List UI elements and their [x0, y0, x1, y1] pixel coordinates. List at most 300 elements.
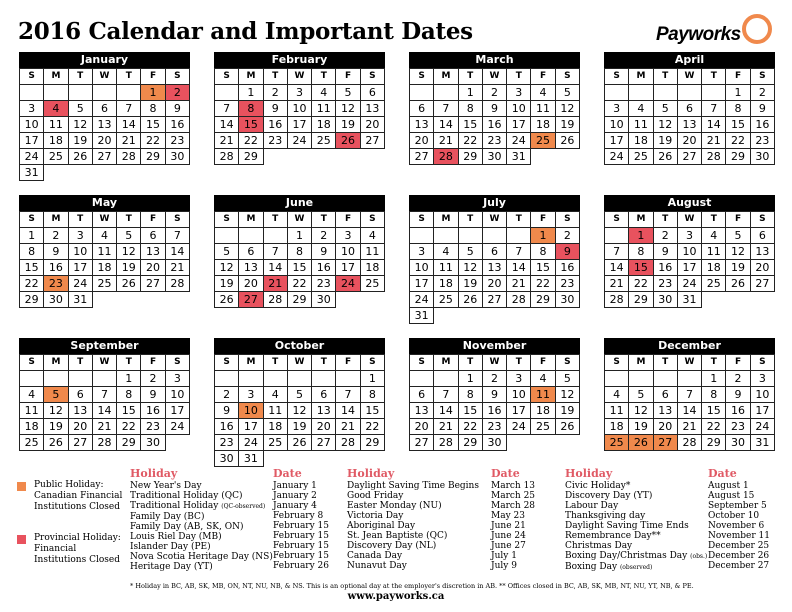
day-of-week-header: T: [263, 212, 287, 228]
holiday-name-text: Canada Day: [347, 551, 403, 561]
day-cell: 3: [239, 387, 263, 403]
day-cell: 10: [336, 244, 360, 260]
day-cell: 1: [458, 85, 482, 101]
empty-day-cell: [434, 85, 458, 101]
empty-day-cell: [20, 371, 44, 387]
day-of-week-header: T: [458, 69, 482, 85]
day-of-week-header: M: [44, 355, 68, 371]
day-cell: 11: [531, 101, 555, 117]
day-cell: 22: [20, 276, 44, 292]
day-cell: 20: [410, 419, 434, 435]
day-cell: 3: [410, 244, 434, 260]
day-cell: 5: [68, 101, 92, 117]
day-cell: 15: [629, 260, 653, 276]
holiday-name: [130, 501, 273, 512]
day-cell: 15: [287, 260, 311, 276]
day-of-week-header: S: [20, 212, 44, 228]
day-of-week-header: T: [653, 212, 677, 228]
day-cell: 10: [287, 101, 311, 117]
day-cell: 25: [44, 149, 68, 165]
month-title: October: [214, 338, 385, 354]
day-cell: 20: [750, 260, 774, 276]
holiday-header: Holiday: [347, 467, 395, 480]
day-cell: 17: [336, 260, 360, 276]
day-cell: 16: [555, 260, 579, 276]
day-cell: 27: [653, 435, 677, 451]
day-cell: 25: [605, 435, 629, 451]
day-cell: 17: [750, 403, 774, 419]
day-cell: 29: [117, 435, 141, 451]
day-cell: 14: [92, 403, 116, 419]
holiday-dates-col3: [708, 467, 770, 571]
day-cell: 23: [263, 133, 287, 149]
day-cell: 30: [555, 292, 579, 308]
holiday-name: [347, 511, 479, 521]
empty-day-cell: [44, 371, 68, 387]
day-of-week-header: T: [702, 212, 726, 228]
day-of-week-header: F: [726, 212, 750, 228]
day-cell: 11: [702, 244, 726, 260]
day-cell: 28: [702, 149, 726, 165]
day-cell: 21: [677, 419, 701, 435]
holiday-name-text: New Year's Day: [130, 481, 202, 491]
legend-public-line1: Public Holiday:: [34, 480, 104, 490]
day-cell: 30: [750, 149, 774, 165]
holiday-name-text: Family Day (AB, SK, ON): [130, 522, 244, 532]
day-cell: 13: [239, 260, 263, 276]
day-cell: 13: [360, 101, 384, 117]
day-of-week-header: S: [605, 69, 629, 85]
day-of-week-header: F: [726, 69, 750, 85]
day-cell: 4: [20, 387, 44, 403]
day-of-week-header: T: [702, 355, 726, 371]
holiday-date: February 15: [273, 521, 330, 531]
day-cell: 26: [629, 435, 653, 451]
holiday-name-text: Boxing Day: [565, 562, 618, 572]
day-cell: 6: [750, 228, 774, 244]
day-of-week-header: T: [507, 355, 531, 371]
day-cell: 6: [68, 387, 92, 403]
holiday-header: Holiday: [565, 467, 613, 480]
holiday-name-text: Family Day (BC): [130, 512, 205, 522]
day-cell: 5: [117, 228, 141, 244]
holiday-date: October 10: [708, 511, 760, 521]
day-cell: 26: [555, 419, 579, 435]
day-cell: 27: [677, 149, 701, 165]
day-cell: 29: [360, 435, 384, 451]
month-august: [604, 195, 775, 308]
holiday-date: December 25: [708, 541, 770, 551]
holiday-date: September 5: [708, 501, 767, 511]
day-cell: 1: [20, 228, 44, 244]
day-cell: 20: [312, 419, 336, 435]
day-cell: 19: [336, 117, 360, 133]
holiday-name: [565, 511, 707, 521]
day-cell: 23: [44, 276, 68, 292]
holiday-name-text: Discovery Day (NL): [347, 541, 437, 551]
day-cell: 24: [165, 419, 189, 435]
holiday-name-text: Civic Holiday*: [565, 481, 631, 491]
day-cell: 5: [44, 387, 68, 403]
holiday-name: [347, 521, 479, 531]
date-header: Date: [491, 467, 520, 480]
holiday-name-text: Daylight Saving Time Ends: [565, 521, 689, 531]
day-cell: 28: [215, 149, 239, 165]
day-cell: 30: [312, 292, 336, 308]
day-cell: 7: [434, 101, 458, 117]
logo-ring-icon: [742, 14, 772, 44]
holiday-name: [130, 542, 273, 552]
day-of-week-header: M: [239, 355, 263, 371]
holiday-name-text: Traditional Holiday (QC): [130, 491, 243, 501]
page-title: 2016 Calendar and Important Dates: [18, 18, 473, 45]
day-cell: 12: [336, 101, 360, 117]
day-cell: 6: [360, 85, 384, 101]
day-of-week-header: W: [677, 69, 701, 85]
holiday-note: (observed): [619, 564, 653, 571]
empty-day-cell: [312, 371, 336, 387]
day-cell: 19: [629, 419, 653, 435]
day-cell: 2: [653, 228, 677, 244]
day-cell: 26: [68, 149, 92, 165]
day-cell: 4: [531, 85, 555, 101]
day-cell: 7: [702, 101, 726, 117]
day-cell: 8: [141, 101, 165, 117]
empty-day-cell: [263, 228, 287, 244]
day-cell: 27: [239, 292, 263, 308]
day-cell: 20: [410, 133, 434, 149]
day-cell: 1: [458, 371, 482, 387]
day-cell: 23: [750, 133, 774, 149]
day-of-week-header: T: [68, 355, 92, 371]
day-cell: 24: [68, 276, 92, 292]
month-title: November: [409, 338, 580, 354]
day-cell: 25: [92, 276, 116, 292]
holiday-date: February 15: [273, 531, 330, 541]
day-cell: 11: [360, 244, 384, 260]
holiday-date: June 27: [491, 541, 526, 551]
holiday-name-text: Good Friday: [347, 491, 404, 501]
day-cell: 12: [215, 260, 239, 276]
holiday-name: [565, 541, 707, 551]
day-cell: 28: [263, 292, 287, 308]
holiday-date: November 6: [708, 521, 765, 531]
day-cell: 30: [165, 149, 189, 165]
day-cell: 2: [141, 371, 165, 387]
day-cell: 11: [92, 244, 116, 260]
day-cell: 23: [555, 276, 579, 292]
day-cell: 11: [20, 403, 44, 419]
day-cell: 14: [165, 244, 189, 260]
day-cell: 26: [726, 276, 750, 292]
day-of-week-header: S: [605, 212, 629, 228]
day-of-week-header: T: [507, 212, 531, 228]
day-of-week-header: W: [287, 355, 311, 371]
day-cell: 15: [20, 260, 44, 276]
holiday-date: December 27: [708, 561, 770, 571]
day-cell: 9: [215, 403, 239, 419]
holiday-names-col1: [130, 467, 273, 572]
day-cell: 16: [215, 419, 239, 435]
day-of-week-header: S: [165, 355, 189, 371]
holiday-date: July 1: [491, 551, 517, 561]
day-cell: 1: [360, 371, 384, 387]
day-of-week-header: M: [629, 212, 653, 228]
holiday-name-text: St. Jean Baptiste (QC): [347, 531, 448, 541]
empty-day-cell: [117, 85, 141, 101]
day-of-week-header: S: [360, 69, 384, 85]
day-cell: 29: [458, 435, 482, 451]
day-cell: 5: [287, 387, 311, 403]
day-cell: 13: [482, 260, 506, 276]
day-cell: 3: [165, 371, 189, 387]
day-cell: 12: [287, 403, 311, 419]
day-cell: 16: [165, 117, 189, 133]
holiday-name-text: Easter Monday (NU): [347, 501, 442, 511]
day-cell: 12: [117, 244, 141, 260]
empty-day-cell: [68, 85, 92, 101]
holiday-date: June 21: [491, 521, 526, 531]
day-cell: 6: [239, 244, 263, 260]
date-header: Date: [273, 467, 302, 480]
day-cell: 10: [239, 403, 263, 419]
day-cell: 16: [482, 117, 506, 133]
day-of-week-header: T: [458, 355, 482, 371]
day-cell: 10: [605, 117, 629, 133]
day-cell: 5: [215, 244, 239, 260]
day-of-week-header: M: [629, 69, 653, 85]
day-cell: 4: [92, 228, 116, 244]
day-of-week-header: F: [531, 212, 555, 228]
day-cell: 22: [117, 419, 141, 435]
day-cell: 24: [287, 133, 311, 149]
empty-day-cell: [336, 371, 360, 387]
holiday-note: (QC-observed): [221, 503, 266, 510]
empty-day-cell: [507, 228, 531, 244]
holiday-name: [347, 561, 479, 571]
holiday-date: June 24: [491, 531, 526, 541]
holiday-name: [565, 491, 707, 501]
day-of-week-header: T: [263, 355, 287, 371]
day-of-week-header: T: [68, 69, 92, 85]
day-cell: 4: [605, 387, 629, 403]
day-cell: 10: [68, 244, 92, 260]
day-of-week-header: T: [117, 355, 141, 371]
day-cell: 27: [750, 276, 774, 292]
day-cell: 18: [44, 133, 68, 149]
day-cell: 16: [263, 117, 287, 133]
day-cell: 18: [92, 260, 116, 276]
day-of-week-header: S: [360, 355, 384, 371]
day-cell: 24: [507, 419, 531, 435]
empty-day-cell: [434, 228, 458, 244]
day-cell: 11: [605, 403, 629, 419]
day-cell: 6: [141, 228, 165, 244]
day-cell: 22: [702, 419, 726, 435]
day-cell: 23: [165, 133, 189, 149]
day-of-week-header: W: [482, 69, 506, 85]
day-cell: 2: [165, 85, 189, 101]
day-cell: 23: [653, 276, 677, 292]
day-cell: 7: [215, 101, 239, 117]
day-of-week-header: F: [336, 355, 360, 371]
holiday-name-text: Louis Riel Day (MB): [130, 532, 222, 542]
day-cell: 16: [750, 117, 774, 133]
day-cell: 7: [434, 387, 458, 403]
day-cell: 9: [555, 244, 579, 260]
holiday-date: March 13: [491, 481, 536, 491]
month-title: April: [604, 52, 775, 68]
day-cell: 27: [141, 276, 165, 292]
day-cell: 26: [555, 133, 579, 149]
holiday-date: February 8: [273, 511, 324, 521]
day-cell: 27: [482, 292, 506, 308]
day-cell: 29: [702, 435, 726, 451]
month-september: [19, 338, 190, 451]
day-of-week-header: W: [677, 212, 701, 228]
day-cell: 13: [141, 244, 165, 260]
day-cell: 24: [336, 276, 360, 292]
day-cell: 19: [68, 133, 92, 149]
day-cell: 6: [482, 244, 506, 260]
holiday-name: [565, 501, 707, 511]
day-cell: 20: [677, 133, 701, 149]
empty-day-cell: [605, 85, 629, 101]
day-cell: 22: [239, 133, 263, 149]
day-cell: 15: [141, 117, 165, 133]
day-of-week-header: S: [750, 212, 774, 228]
holiday-date: March 25: [491, 491, 536, 501]
day-cell: 8: [702, 387, 726, 403]
month-title: February: [214, 52, 385, 68]
holiday-date: January 4: [273, 501, 317, 511]
day-of-week-header: S: [165, 69, 189, 85]
day-cell: 29: [20, 292, 44, 308]
day-cell: 25: [263, 435, 287, 451]
day-cell: 3: [605, 101, 629, 117]
day-cell: 14: [702, 117, 726, 133]
day-cell: 20: [68, 419, 92, 435]
empty-day-cell: [263, 371, 287, 387]
day-cell: 27: [68, 435, 92, 451]
day-cell: 14: [677, 403, 701, 419]
day-cell: 21: [434, 419, 458, 435]
day-cell: 8: [239, 101, 263, 117]
holiday-note: (obs.): [690, 553, 708, 560]
day-cell: 21: [434, 133, 458, 149]
day-cell: 2: [263, 85, 287, 101]
day-cell: 7: [336, 387, 360, 403]
day-of-week-header: T: [117, 69, 141, 85]
month-title: December: [604, 338, 775, 354]
day-cell: 17: [410, 276, 434, 292]
holiday-name: [347, 501, 479, 511]
legend-public-line3: Institutions Closed: [34, 502, 120, 512]
day-cell: 7: [117, 101, 141, 117]
holiday-date: May 23: [491, 511, 525, 521]
month-april: [604, 52, 775, 165]
day-of-week-header: T: [312, 355, 336, 371]
provincial-holiday-swatch-icon: [17, 535, 26, 544]
day-cell: 13: [410, 117, 434, 133]
day-cell: 6: [312, 387, 336, 403]
day-cell: 16: [482, 403, 506, 419]
day-cell: 26: [336, 133, 360, 149]
day-cell: 20: [653, 419, 677, 435]
day-cell: 30: [482, 149, 506, 165]
day-cell: 2: [726, 371, 750, 387]
holiday-names-col2: [347, 467, 479, 571]
day-cell: 31: [507, 149, 531, 165]
day-cell: 10: [410, 260, 434, 276]
day-cell: 23: [726, 419, 750, 435]
day-cell: 17: [20, 133, 44, 149]
day-cell: 19: [287, 419, 311, 435]
day-cell: 7: [507, 244, 531, 260]
day-cell: 18: [702, 260, 726, 276]
day-cell: 15: [458, 403, 482, 419]
day-cell: 11: [531, 387, 555, 403]
day-of-week-header: F: [336, 212, 360, 228]
day-cell: 1: [531, 228, 555, 244]
day-cell: 8: [287, 244, 311, 260]
month-january: [19, 52, 190, 181]
month-july: [409, 195, 580, 324]
day-cell: 11: [434, 260, 458, 276]
holiday-name: [565, 481, 707, 491]
holiday-date: February 26: [273, 561, 330, 571]
day-cell: 26: [215, 292, 239, 308]
day-cell: 18: [263, 419, 287, 435]
day-of-week-header: T: [312, 69, 336, 85]
day-cell: 9: [44, 244, 68, 260]
day-cell: 20: [239, 276, 263, 292]
day-cell: 25: [20, 435, 44, 451]
day-cell: 15: [702, 403, 726, 419]
empty-day-cell: [215, 371, 239, 387]
day-cell: 19: [458, 276, 482, 292]
holiday-name: [565, 562, 707, 573]
day-cell: 8: [726, 101, 750, 117]
day-cell: 1: [287, 228, 311, 244]
day-cell: 5: [653, 101, 677, 117]
day-cell: 2: [555, 228, 579, 244]
empty-day-cell: [458, 228, 482, 244]
day-cell: 27: [360, 133, 384, 149]
day-of-week-header: T: [263, 69, 287, 85]
month-october: [214, 338, 385, 467]
day-cell: 16: [312, 260, 336, 276]
day-of-week-header: S: [410, 355, 434, 371]
holiday-dates-col2: [491, 467, 535, 571]
day-cell: 29: [531, 292, 555, 308]
day-of-week-header: T: [312, 212, 336, 228]
holiday-name: [347, 481, 479, 491]
holiday-dates-col1: [273, 467, 329, 571]
day-cell: 8: [117, 387, 141, 403]
month-table: [409, 68, 580, 165]
month-title: July: [409, 195, 580, 211]
month-november: [409, 338, 580, 451]
month-table: [214, 68, 385, 165]
holiday-date: January 1: [273, 481, 317, 491]
day-of-week-header: T: [653, 355, 677, 371]
holiday-name: [130, 491, 273, 501]
day-cell: 22: [726, 133, 750, 149]
day-cell: 15: [531, 260, 555, 276]
holiday-name-text: Nova Scotia Heritage Day (NS): [130, 552, 273, 562]
day-cell: 7: [165, 228, 189, 244]
